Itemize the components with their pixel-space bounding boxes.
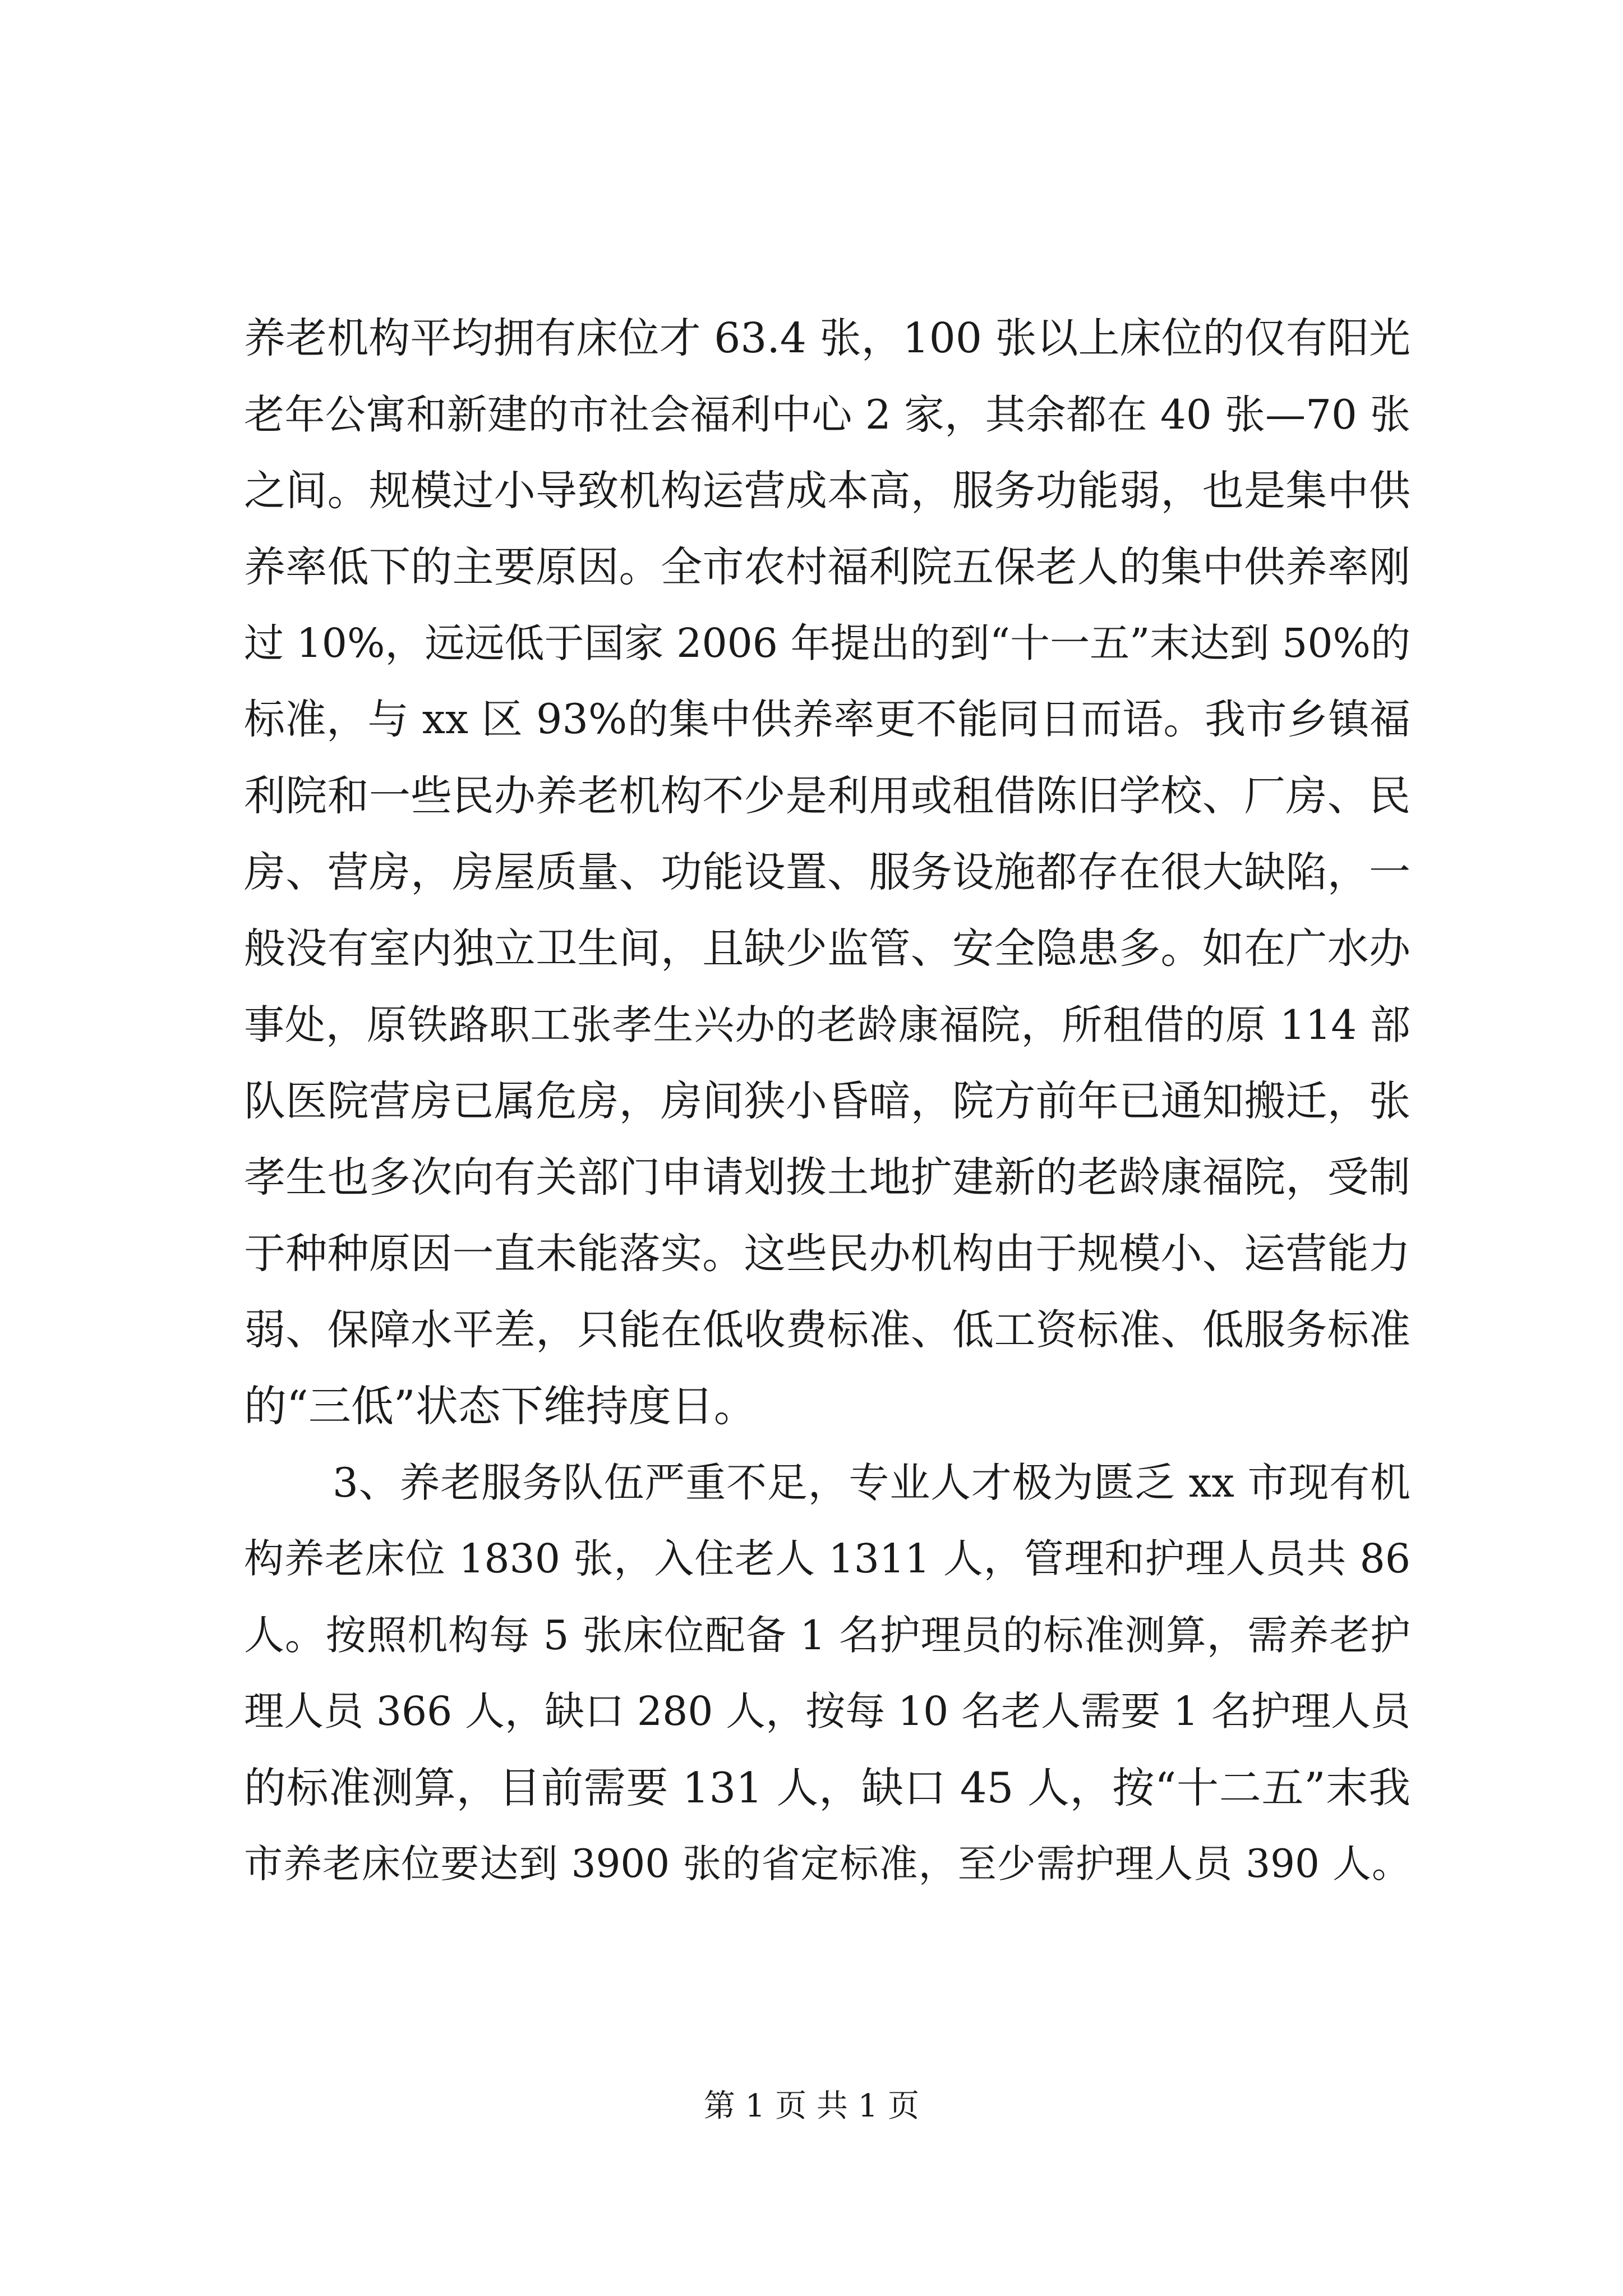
document-body (244, 300, 1410, 1902)
text-line: 养老机构平均拥有床位才 63.4 张，100 张以上床位的仅有阳光 (244, 314, 1410, 362)
paragraph-2 (244, 1444, 1410, 1902)
text-line: 构养老床位 1830 张，入住老人 1311 人，管理和护理人员共 86 (244, 1535, 1410, 1582)
text-line: 的标准测算，目前需要 131 人，缺口 45 人，按“十二五”末我 (244, 1763, 1410, 1812)
text-line: 之间。规模过小导致机构运营成本高，服务功能弱，也是集中供 (244, 467, 1410, 515)
text-line: 标准，与 xx 区 93%的集中供养率更不能同日而语。我市乡镇福 (244, 696, 1410, 743)
text-line: 过 10%，远远低于国家 2006 年提出的到“十一五”末达到 50%的 (244, 620, 1410, 666)
text-line: 房、营房，房屋质量、功能设置、服务设施都存在很大缺陷，一 (244, 848, 1410, 896)
paragraph-1 (244, 300, 1410, 1444)
page-footer: 第 1 页 共 1 页 (703, 2088, 920, 2124)
text-line: 理人员 366 人，缺口 280 人，按每 10 名老人需要 1 名护理人员 (244, 1688, 1410, 1734)
text-line: 利院和一些民办养老机构不少是利用或租借陈旧学校、厂房、民 (244, 772, 1410, 820)
text-line: 队医院营房已属危房，房间狭小昏暗，院方前年已通知搬迁，张 (244, 1077, 1410, 1125)
text-line: 的“三低”状态下维持度日。 (244, 1381, 757, 1431)
text-line: 孝生也多次向有关部门申请划拨土地扩建新的老龄康福院，受制 (244, 1153, 1410, 1202)
text-line: 老年公寓和新建的市社会福利中心 2 家，其余都在 40 张—70 张 (244, 391, 1410, 438)
text-line: 市养老床位要达到 3900 张的省定标准，至少需护理人员 390 人。 (244, 1842, 1410, 1887)
text-line: 弱、保障水平差，只能在低收费标准、低工资标准、低服务标准 (244, 1306, 1410, 1354)
text-line: 事处，原铁路职工张孝生兴办的老龄康福院，所租借的原 114 部 (244, 1001, 1410, 1048)
text-line: 般没有室内独立卫生间，且缺少监管、安全隐患多。如在广水办 (244, 924, 1410, 973)
text-line: 养率低下的主要原因。全市农村福利院五保老人的集中供养率刚 (244, 543, 1410, 591)
text-line: 人。按照机构每 5 张床位配备 1 名护理员的标准测算，需养老护 (244, 1612, 1410, 1659)
text-line: 于种种原因一直未能落实。这些民办机构由于规模小、运营能力 (244, 1230, 1410, 1278)
text-line: 3、养老服务队伍严重不足，专业人才极为匮乏 xx 市现有机 (333, 1459, 1410, 1506)
